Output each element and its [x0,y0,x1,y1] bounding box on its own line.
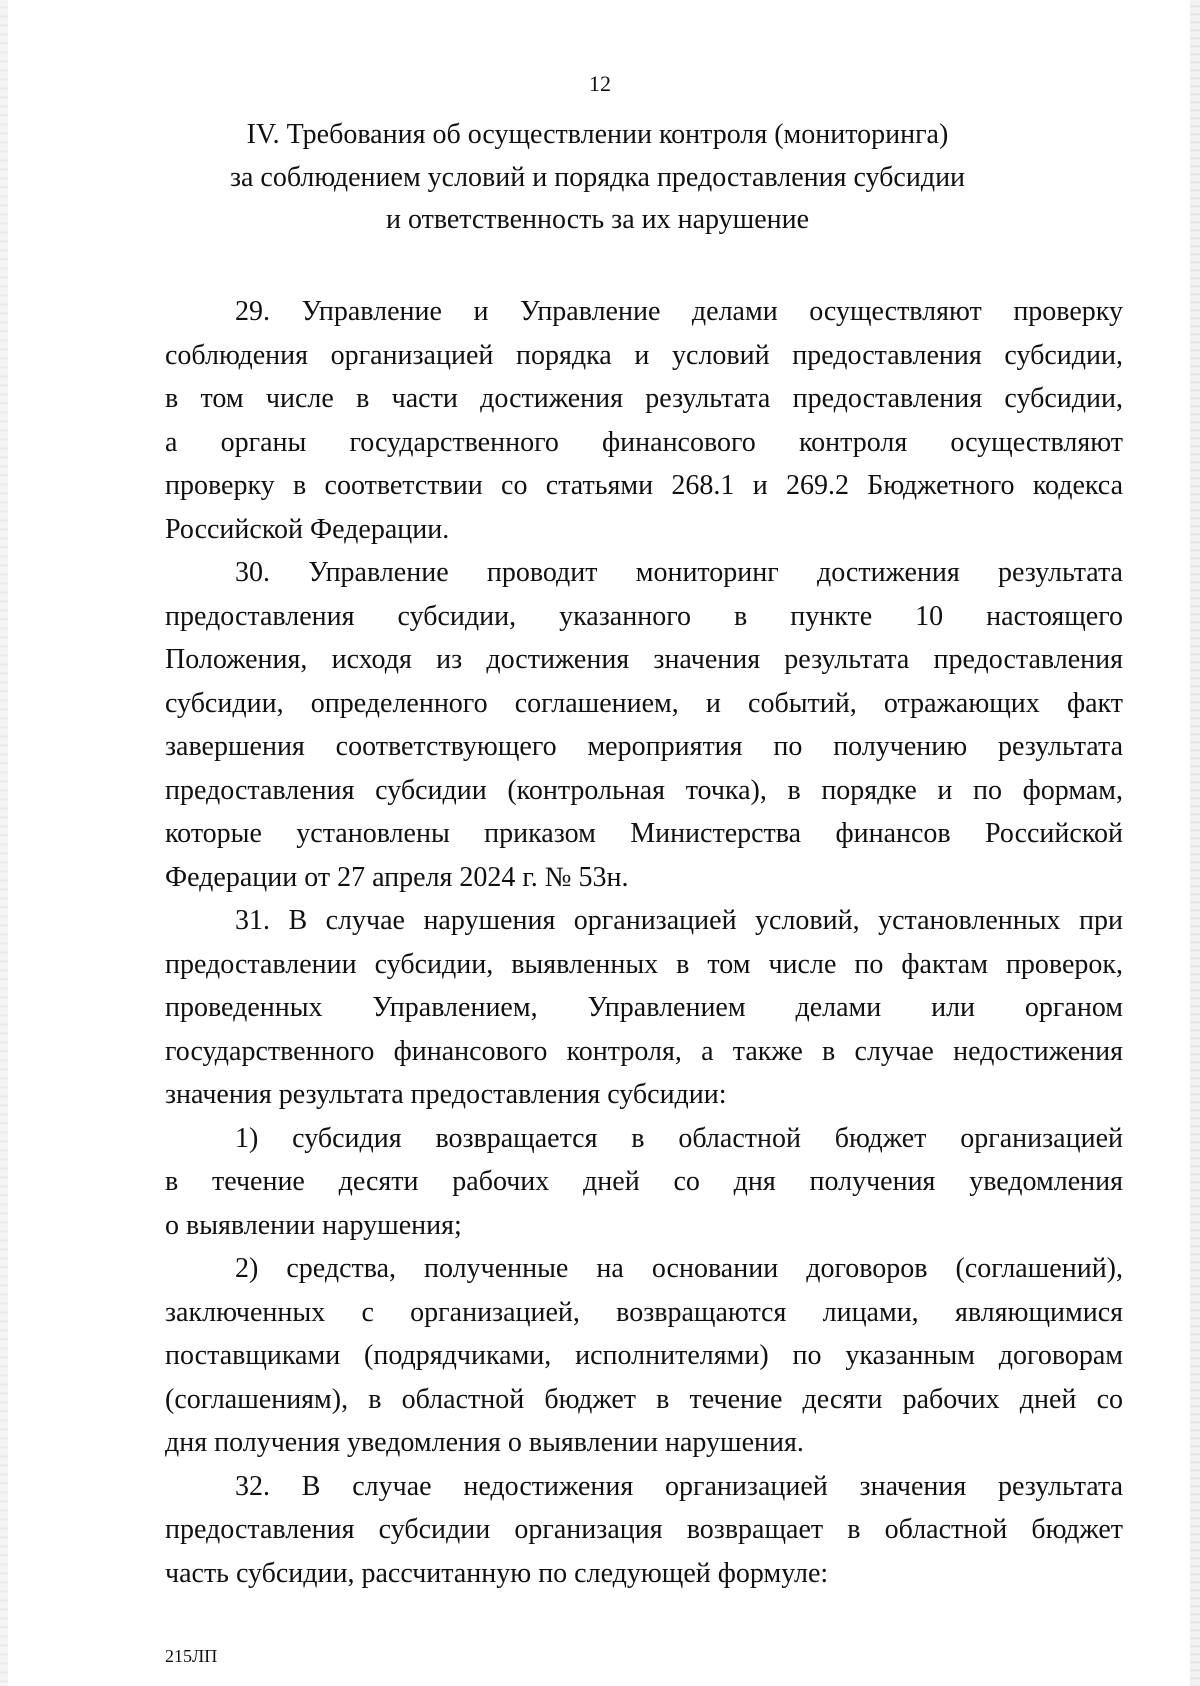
body-text [165,290,1123,1595]
text-line: в течение десяти рабочих дней со дня получения уведомления [165,1166,1123,1197]
text-line: завершения соответствующего мероприятия по получению результата [165,731,1123,762]
section-heading-line: за соблюдением условий и порядка предоставления субсидии [229,161,966,193]
section-heading-line: IV. Требования об осуществлении контроля (мониторинга) [246,119,949,150]
text-line: предоставления субсидии, указанного в пункте 10 настоящего [165,600,1123,632]
section-heading [150,114,1045,242]
scan-edge-left [0,0,8,1686]
text-line: предоставления субсидии организация возвращает в областной бюджет [165,1514,1123,1545]
text-line: которые установлены приказом Министерства финансов Российской [165,818,1123,849]
section-heading-line: и ответственность за их нарушение [385,204,810,235]
text-line: Федерации от 27 апреля 2024 г. № 53н. [165,861,629,893]
scan-edge-right [1190,0,1200,1686]
text-line: заключенных с организацией, возвращаются лицами, являющимися [165,1296,1123,1328]
text-line: 32. В случае недостижения организацией значения результата [235,1470,1123,1502]
page-number: 12 [589,71,611,96]
text-line: 2) средства, полученные на основании договоров (соглашений), [235,1253,1123,1284]
text-line: проверку в соответствии со статьями 268.1 и 269.2 Бюджетного кодекса [165,470,1123,501]
text-line: 29. Управление и Управление делами осуществляют проверку [235,296,1123,327]
text-line: Российской Федерации. [165,513,450,545]
text-line: Положения, исходя из достижения значения результата предоставления [165,644,1123,675]
text-line: значения результата предоставления субсидии: [165,1079,727,1110]
text-line: проведенных Управлением, Управлением делами или органом [165,992,1123,1023]
text-line: (соглашениям), в областной бюджет в течение десяти рабочих дней со [165,1383,1123,1415]
text-line: 31. В случае нарушения организацией условий, установленных при [235,905,1123,936]
text-line: соблюдения организацией порядка и условий предоставления субсидии, [165,339,1123,371]
document-code: 215ЛП [165,1646,218,1666]
text-line: предоставлении субсидии, выявленных в том числе по фактам проверок, [165,948,1123,980]
text-line: о выявлении нарушения; [165,1209,462,1241]
text-line: предоставления субсидии (контрольная точка), в порядке и по формам, [165,774,1123,806]
text-line: 30. Управление проводит мониторинг достижения результата [235,557,1123,588]
text-line: в том числе в части достижения результата предоставления субсидии, [165,383,1123,414]
text-line: часть субсидии, рассчитанную по следующей формуле: [165,1557,829,1589]
text-line: а органы государственного финансового контроля осуществляют [165,426,1123,458]
text-line: государственного финансового контроля, а также в случае недостижения [165,1035,1123,1067]
text-line: субсидии, определенного соглашением, и событий, отражающих факт [165,687,1123,719]
text-line: дня получения уведомления о выявлении нарушения. [165,1427,804,1458]
text-line: поставщиками (подрядчиками, исполнителями) по указанным договорам [165,1340,1123,1371]
text-line: 1) субсидия возвращается в областной бюджет организацией [235,1122,1123,1154]
